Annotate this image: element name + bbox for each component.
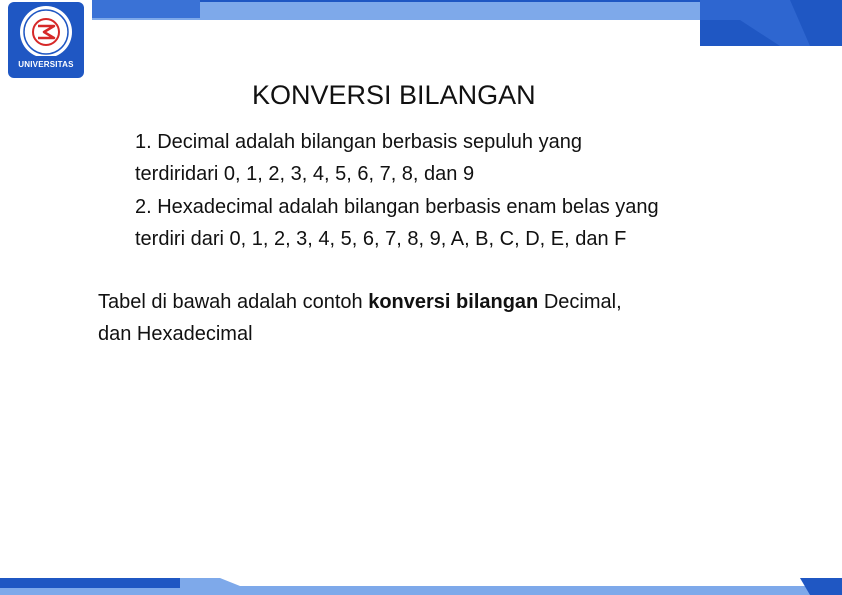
slide-title: KONVERSI BILANGAN [252, 80, 536, 110]
list-item-line: 2. Hexadecimal adalah bilangan berbasis enam belas yang [135, 196, 659, 218]
header-band [0, 0, 842, 48]
paragraph-line [98, 286, 622, 318]
footer-band [0, 572, 842, 595]
list-item [135, 191, 659, 255]
paragraph-bold: konversi bilangan [368, 291, 539, 313]
list-item-line: terdiri dari 0, 1, 2, 3, 4, 5, 6, 7, 8, 9, A, B, C, D, E, dan F [135, 228, 627, 250]
paragraph-line: dan Hexadecimal [98, 323, 253, 345]
seal-icon [0, 0, 92, 82]
logo-text: UNIVERSITAS [18, 60, 74, 69]
list-item [135, 126, 582, 190]
paragraph-suffix: Decimal, [538, 291, 622, 313]
list-item-line: terdiridari 0, 1, 2, 3, 4, 5, 6, 7, 8, dan 9 [135, 163, 475, 185]
list-item-line: 1. Decimal adalah bilangan berbasis sepuluh yang [135, 131, 582, 153]
description-paragraph [98, 286, 622, 350]
university-logo [0, 0, 92, 82]
footer-stripe-dark-left-2 [0, 578, 180, 588]
paragraph-prefix: Tabel di bawah adalah contoh [98, 291, 369, 313]
